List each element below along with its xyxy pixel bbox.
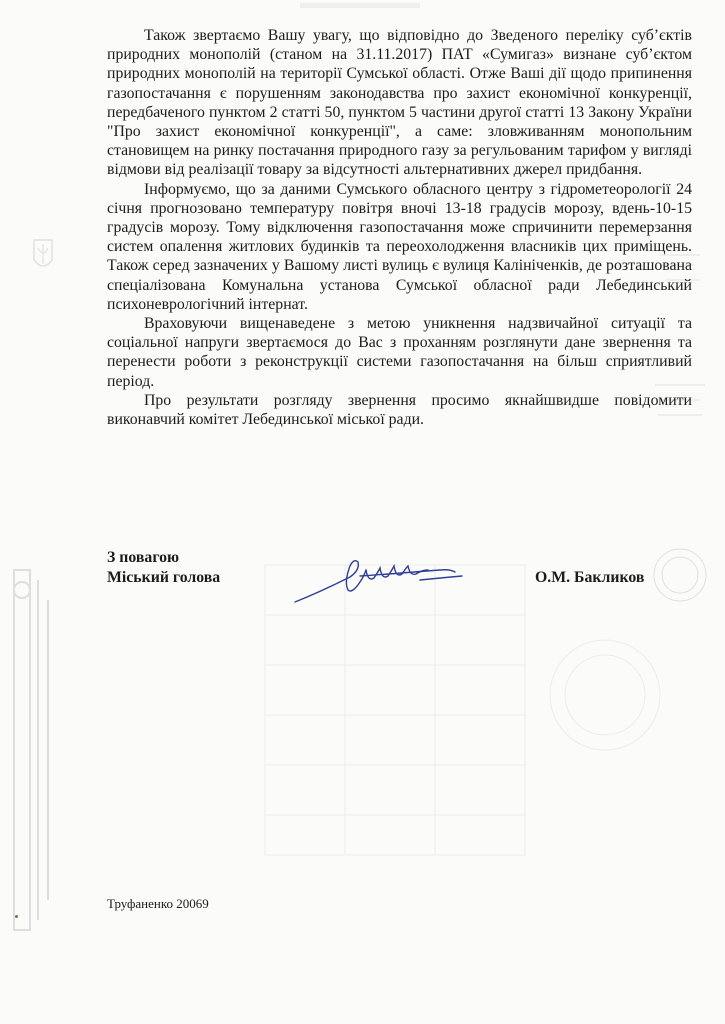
ink-spot [15,915,18,918]
paragraph-weather: Інформуємо, що за даними Сумського обласного центру з гідрометеорології 24 січня прогнозовано температуру повітря вночі 13-18 градусів морозу, вдень-10-15 градусів морозу. Тому відключення газопостачання може спричинити перемерзання систем опалення житлових будинків та переохолодження власників цих приміщень. Також серед зазначених у Вашому листі вулиць є вулиця Калініченків, де розташована спеціалізована Комунальна установа Сумської обласної ради Лебединський психоневрологічний інтернат. [107,180,692,313]
signer-position: Міський голова [107,568,221,586]
signer-name: О.М. Бакликов [535,568,645,586]
closing-greeting: З повагою [107,549,180,566]
paragraph-monopoly: Також звертаємо Вашу увагу, що відповідно до Зведеного переліку суб’єктів природних монополій (станом на 31.11.2017) ПАТ «Сумигаз» визнане суб’єктом природних монополій на території Сумської області. Отже Ваші дії щодо припинення газопостачання є порушенням законодавства про захист економічної конкуренції, передбаченого пунктом 2 статті 50, пунктом 5 частини другої статті 13 Закону України "Про захист економічної конкуренції", а саме: зловживанням монопольним становищем на ринку постачання природного газу за регульованим тарифом у вигляді відмови від реалізації товару за відсутності альтернативних джерел придбання. [107,27,692,179]
executor-note: Труфаненко 20069 [107,896,209,911]
coat-of-arms-icon [32,238,54,272]
letter-body [107,26,692,429]
signature-block [107,548,692,587]
paragraph-request: Враховуючи вищенаведене з метою уникнення надзвичайної ситуації та соціальної напруги звертаємося до Вас з проханням розглянути дане звернення та перенести роботи з реконструкції системи газопостачання на більш сприятливий період. [107,315,692,390]
top-smudge [300,0,420,12]
reverse-side-letterhead [8,560,60,940]
paragraph-results: Про результати розгляду звернення просимо якнайшвидше повідомити виконавчий комітет Лебединської міської ради. [107,391,692,429]
